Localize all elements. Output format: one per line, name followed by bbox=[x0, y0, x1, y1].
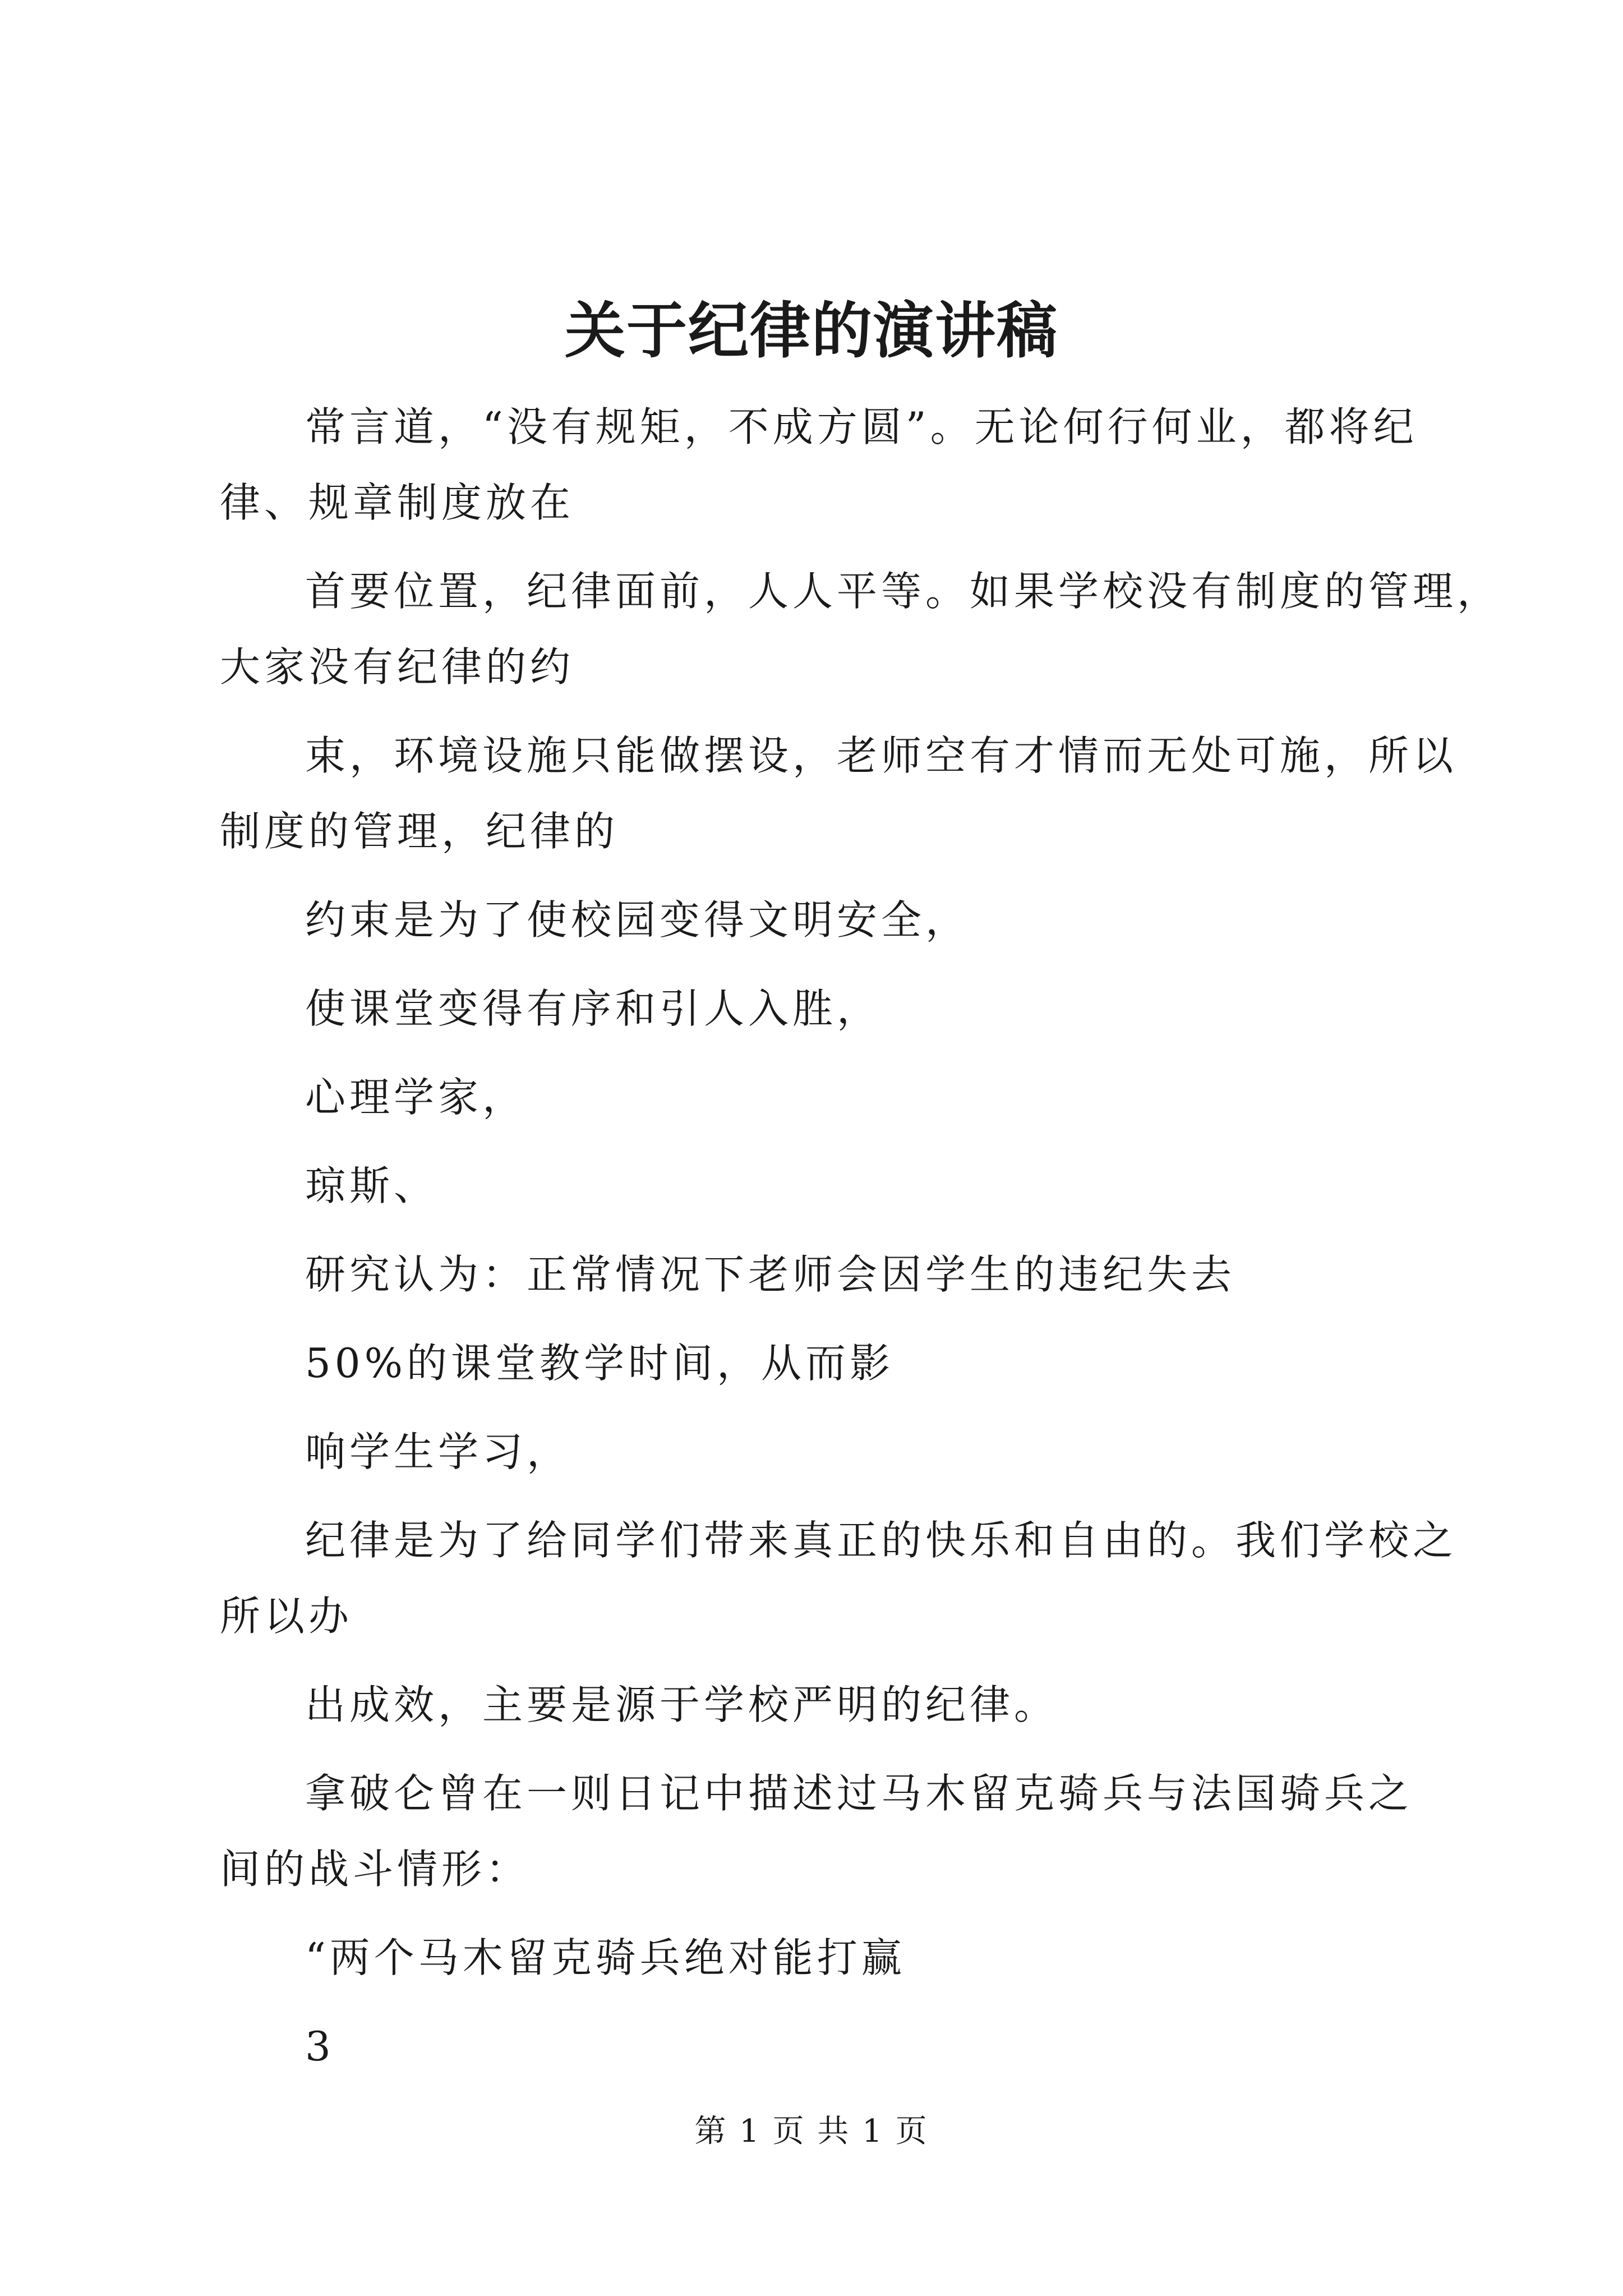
paragraph bbox=[220, 1665, 1437, 1745]
paragraph-line: 响学生学习， bbox=[305, 1428, 571, 1475]
paragraph-line: 琼斯、 bbox=[305, 1162, 439, 1209]
paragraph bbox=[220, 2007, 1437, 2087]
paragraph-line: “两个马木留克骑兵绝对能打赢 bbox=[305, 1934, 906, 1981]
paragraph-line: 常言道，“没有规矩，不成方圆”。无论何行何业，都将纪 bbox=[305, 403, 1418, 450]
paragraph bbox=[220, 1323, 1437, 1404]
paragraph-line: 出成效，主要是源于学校严明的纪律。 bbox=[305, 1681, 1059, 1728]
paragraph-line: 研究认为：正常情况下老师会因学生的违纪失去 bbox=[305, 1251, 1236, 1298]
paragraph-line: 心理学家， bbox=[305, 1074, 527, 1121]
paragraph bbox=[220, 1918, 1437, 1998]
paragraph bbox=[220, 716, 1458, 872]
paragraph bbox=[220, 1501, 1458, 1657]
paragraph-continuation: 律、规章制度放在 bbox=[220, 479, 575, 526]
paragraph-line: 首要位置，纪律面前，人人平等。如果学校没有制度的管理， bbox=[305, 568, 1502, 615]
paragraph-continuation: 间的战斗情形： bbox=[220, 1846, 531, 1893]
paragraph bbox=[220, 1235, 1437, 1315]
paragraph-line: 约束是为了使校园变得文明安全， bbox=[305, 896, 970, 944]
paragraph bbox=[220, 1412, 1437, 1492]
paragraph bbox=[220, 880, 1437, 960]
document-title: 关于纪律的演讲稿 bbox=[564, 296, 1058, 366]
paragraph bbox=[220, 1146, 1437, 1226]
paragraph bbox=[220, 551, 1502, 707]
paragraph-line: 拿破仑曾在一则日记中描述过马木留克骑兵与法国骑兵之 bbox=[305, 1770, 1413, 1817]
paragraph-line: 纪律是为了给同学们带来真正的快乐和自由的。我们学校之 bbox=[305, 1517, 1458, 1564]
paragraph-line: 束，环境设施只能做摆设，老师空有才情而无处可施，所以 bbox=[305, 732, 1458, 779]
page-footer: 第 1 页 共 1 页 bbox=[694, 2113, 929, 2150]
paragraph-continuation: 大家没有纪律的约 bbox=[220, 643, 575, 691]
paragraph bbox=[220, 1057, 1437, 1138]
paragraph bbox=[220, 387, 1437, 543]
paragraph-continuation: 制度的管理，纪律的 bbox=[220, 808, 619, 855]
paragraph bbox=[220, 1754, 1437, 1910]
paragraph-line: 3 bbox=[305, 2023, 335, 2070]
paragraph-line: 使课堂变得有序和引人入胜， bbox=[305, 985, 882, 1032]
paragraph-continuation: 所以办 bbox=[220, 1593, 353, 1640]
paragraph bbox=[220, 969, 1437, 1049]
document-body bbox=[220, 387, 1502, 2095]
paragraph-line: 50%的课堂教学时间，从而影 bbox=[305, 1340, 895, 1387]
